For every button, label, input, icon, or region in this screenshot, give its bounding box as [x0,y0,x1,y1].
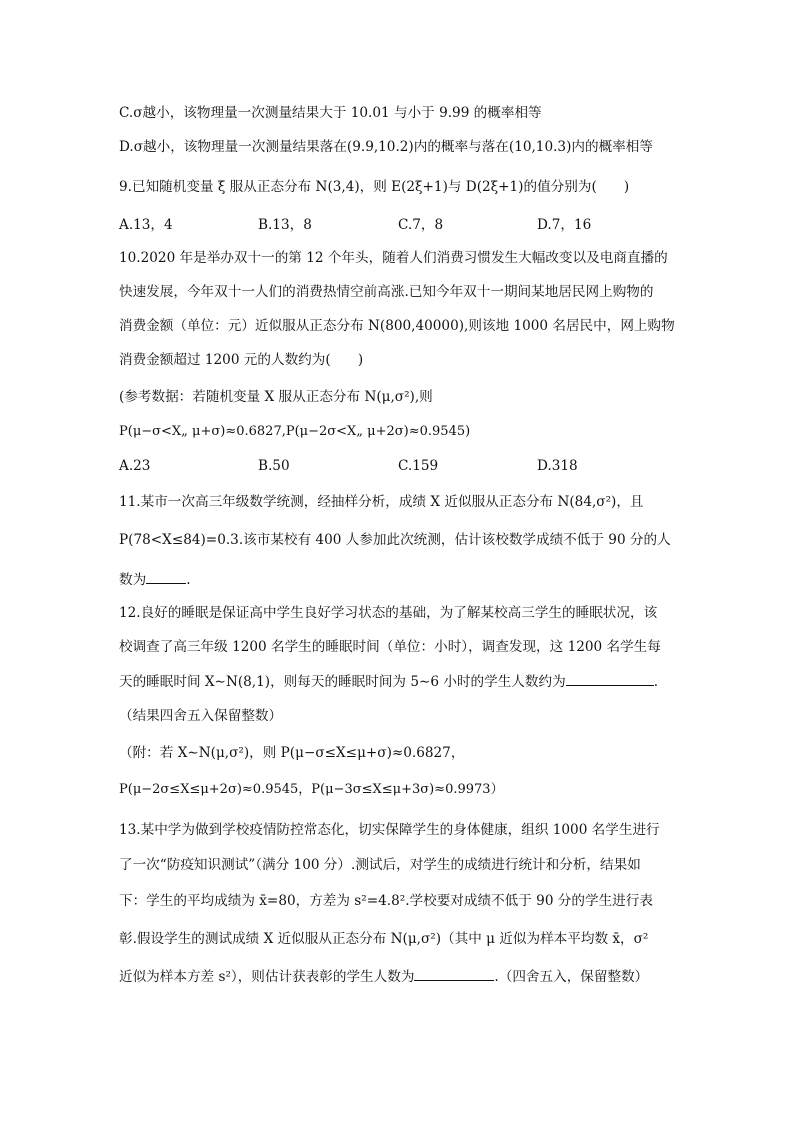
q12-appendix-line1: （附：若 X∼N(μ,σ²)，则 P(μ−σ≤X≤μ+σ)≈0.6827， [119,745,465,761]
q13-stem-line4: 彰.假设学生的测试成绩 X 近似服从正态分布 N(μ,σ²)（其中 μ 近似为样本平均数 x̄，σ² [119,931,649,947]
q9-option-c: C.7，8 [398,217,444,233]
q11-stem-line1: 11.某市一次高三年级数学统测，经抽样分析，成绩 X 近似服从正态分布 N(84,σ²)，且 [119,494,644,510]
q10-option-b: B.50 [258,458,290,474]
q9-option-b: B.13，8 [258,217,312,233]
q10-option-d: D.318 [537,458,578,474]
q11-answer-blank[interactable] [146,569,186,584]
q9-option-a: A.13，4 [119,217,173,233]
q11-tail-end: . [186,572,191,588]
q10-stem-line3: 消费金额（单位：元）近似服从正态分布 N(800,40000),则该地 1000 名居民中，网上购物 [119,318,675,334]
q12-appendix-line2: P(μ−2σ≤X≤μ+2σ)≈0.9545，P(μ−3σ≤X≤μ+3σ)≈0.9973） [119,782,504,797]
q13-stem-line1: 13.某中学为做到学校疫情防控常态化，切实保障学生的身体健康，组织 1000 名学生进行 [119,822,660,838]
q9-option-d: D.7，16 [537,217,592,233]
q13-stem-line3: 下：学生的平均成绩为 x̄=80，方差为 s²=4.8².学校要对成绩不低于 90 分的学生进行表 [119,893,653,909]
q10-stem-line2: 快速发展，今年双十一人们的消费热情空前高涨.已知今年双十一期间某地居民网上购物的 [119,284,654,300]
q12-stem-line3 [119,671,658,692]
q11-tail-text: 数为 [119,572,147,588]
q12-stem-line1: 12.良好的睡眠是保证高中学生良好学习状态的基础，为了解某校高三学生的睡眠状况，该 [119,605,658,621]
q12-tail-text: 天的睡眠时间 X∼N(8,1)，则每天的睡眠时间为 5∼6 小时的学生人数约为 [119,674,566,690]
q10-reference-line1: (参考数据：若随机变量 X 服从正态分布 N(μ,σ²),则 [119,389,433,405]
q13-answer-blank[interactable] [414,966,494,981]
q11-stem-line3 [119,569,191,590]
q8-option-d: D.σ越小，该物理量一次测量结果落在(9.9,10.2)内的概率与落在(10,10.3)内的概率相等 [119,139,653,155]
q13-stem-line2: 了一次“防疫知识测试”（满分 100 分）.测试后，对学生的成绩进行统计和分析，结果如 [119,857,641,873]
q10-option-c: C.159 [398,458,439,474]
q11-stem-line2: P(78<X≤84)=0.3.该市某校有 400 人参加此次统测，估计该校数学成绩不低于 90 分的人 [119,532,671,548]
q10-option-a: A.23 [119,458,151,474]
q13-tail-end: .（四舍五入，保留整数） [494,969,649,985]
q10-reference-line2: P(μ−σ<X„ μ+σ)≈0.6827,P(μ−2σ<X„ μ+2σ)≈0.9545) [119,424,471,439]
q12-tail-end: . [653,674,659,690]
q13-stem-line5 [119,966,648,987]
q12-rounding-note: （结果四舍五入保留整数） [119,708,283,724]
q13-tail-text: 近似为样本方差 s²），则估计获表彰的学生人数为 [119,969,415,985]
q12-answer-blank[interactable] [566,671,654,686]
q8-option-c: C.σ越小，该物理量一次测量结果大于 10.01 与小于 9.99 的概率相等 [119,105,542,121]
q12-stem-line2: 校调查了高三年级 1200 名学生的睡眠时间（单位：小时），调查发现，这 1200 名学生每 [119,639,661,655]
q9-stem: 9.已知随机变量 ξ 服从正态分布 N(3,4)，则 E(2ξ+1)与 D(2ξ+1)的值分别为( ) [119,179,630,195]
q10-stem-line1: 10.2020 年是举办双十一的第 12 个年头，随着人们消费习惯发生大幅改变以及电商直播的 [119,250,668,266]
q10-stem-line4: 消费金额超过 1200 元的人数约为( ) [119,352,364,368]
